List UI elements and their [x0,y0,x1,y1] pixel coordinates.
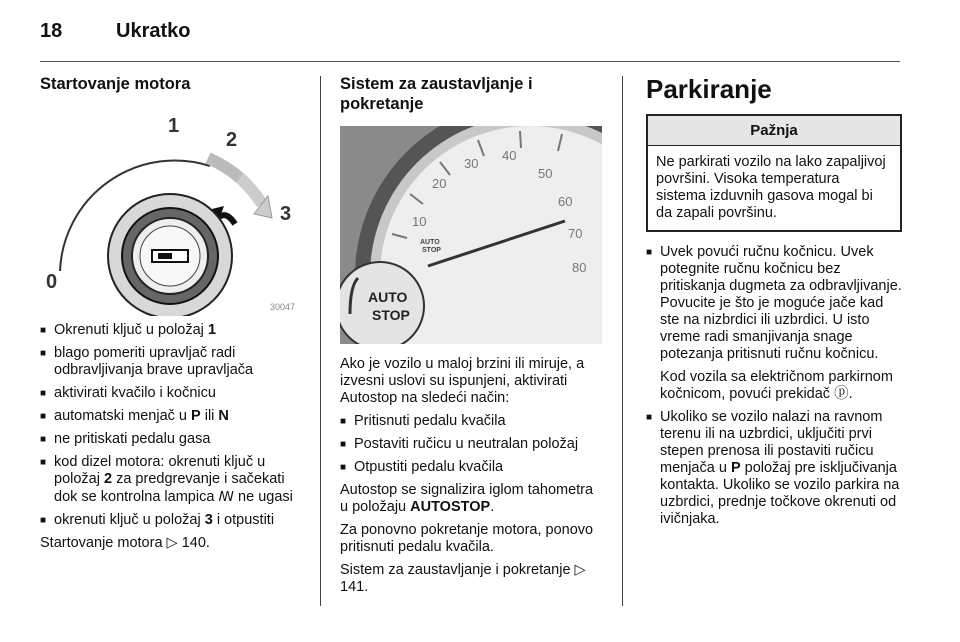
section-heading: Parkiranje [646,74,772,104]
svg-text:40: 40 [502,148,517,163]
page-header [40,20,190,43]
tachometer-drawing [340,126,602,344]
paragraph: Za ponovno pokretanje motora, ponovo pritisnuti pedalu kvačila. [340,522,594,555]
list-item: ■ Otpustiti pedalu kvačila [340,459,602,476]
svg-text:70: 70 [568,226,583,241]
cross-reference: Startovanje motora ▷ 140. [40,535,210,551]
svg-text:30: 30 [464,156,479,171]
position-label: 0 [46,271,58,293]
paragraph: Autostop se signalizira iglom tahometra u položaju AUTOSTOP. [340,482,594,515]
svg-text:20: 20 [432,176,447,191]
start-steps-list [40,322,305,529]
svg-text:AUTO: AUTO [420,239,440,246]
column-separator [622,76,623,606]
warning-title: Pažnja [648,116,900,146]
column-stop-start [340,74,602,602]
list-item: ■ ne pritiskati pedalu gasa [40,431,305,448]
header-rule [40,61,900,62]
position-label: 1 [168,115,180,137]
ignition-illustration [40,106,302,316]
list-item: ■ Postaviti ručicu u neutralan položaj [340,436,602,453]
list-item: ■ blago pomeriti upravljač radi odbravljivanja brave upravljača [40,345,305,379]
tachometer-illustration [340,126,602,344]
svg-text:STOP: STOP [372,307,410,323]
section-heading: Startovanje motora [40,75,191,93]
list-item: ■ kod dizel motora: okrenuti ključ u položaj 2 za predgrevanje i sačekati dok se kontrolna lampica ꟿ ne ugasi [40,454,305,506]
svg-text:80: 80 [572,260,587,275]
warning-text: Ne parkirati vozilo na lako zapaljivoj površini. Visoka temperatura sistema izduvnih gasova mogal bi da zapali površinu. [656,154,886,221]
sub-paragraph: Kod vozila sa električnom parkirnom kočnicom, povući prekidač ⓟ. [660,369,893,402]
chapter-title: Ukratko [116,20,191,42]
list-item: ■ Uvek povući ručnu kočnicu. Uvek potegnite ručnu kočnicu bez pritiskanja dugmeta za odbravljivanje. Povucite je što je moguće jače kad ste na nizbrdici ili uzbrdici. U isto vreme radi smanjivanja snage potezanja pritisnuti ručnu kočnicu. Kod vozila sa električnom parkirnom kočnicom, povući prekidač ⓟ. [646,244,902,403]
column-starting-engine [40,74,305,558]
figure-code: 30047 [270,302,296,312]
svg-text:50: 50 [538,166,553,181]
column-parking [646,74,902,534]
list-item: ■ aktivirati kvačilo i kočnicu [40,385,305,402]
list-item: ■ Pritisnuti pedalu kvačila [340,413,602,430]
svg-text:60: 60 [558,194,573,209]
list-item: ■ Ukoliko se vozilo nalazi na ravnom terenu ili na uzbrdici, uključiti prvi stepen prenosa ili postaviti ručicu menjača u P položaj pre isključivanja kontakta. Ukoliko se vozilo parkira na uzbrdici, prednje točkove okrenuti od ivičnjaka. [646,409,902,528]
glow-plug-icon: ꟿ [218,489,235,504]
ignition-switch-drawing [40,106,302,316]
page-number: 18 [40,20,63,42]
svg-text:STOP: STOP [422,247,441,254]
svg-text:10: 10 [412,214,427,229]
list-item: ■ okrenuti ključ u položaj 3 i otpustiti [40,512,305,529]
autostop-steps-list [340,413,602,476]
position-label: 3 [280,203,292,225]
cross-reference: Sistem za zaustavljanje i pokretanje ▷ 141. [340,562,586,595]
warning-box [646,114,902,232]
intro-text: Ako je vozilo u maloj brzini ili miruje, a izvesni uslovi su ispunjeni, aktivirati Autostop na sledeći način: [340,356,585,406]
column-separator [320,76,321,606]
list-item: ■ automatski menjač u P ili N [40,408,305,425]
svg-text:AUTO: AUTO [368,289,408,305]
list-item: ■ Okrenuti ključ u položaj 1 [40,322,305,339]
position-label: 2 [226,129,238,151]
section-heading: Sistem za zaustavljanje i pokretanje [340,75,533,113]
parking-steps-list [646,244,902,528]
